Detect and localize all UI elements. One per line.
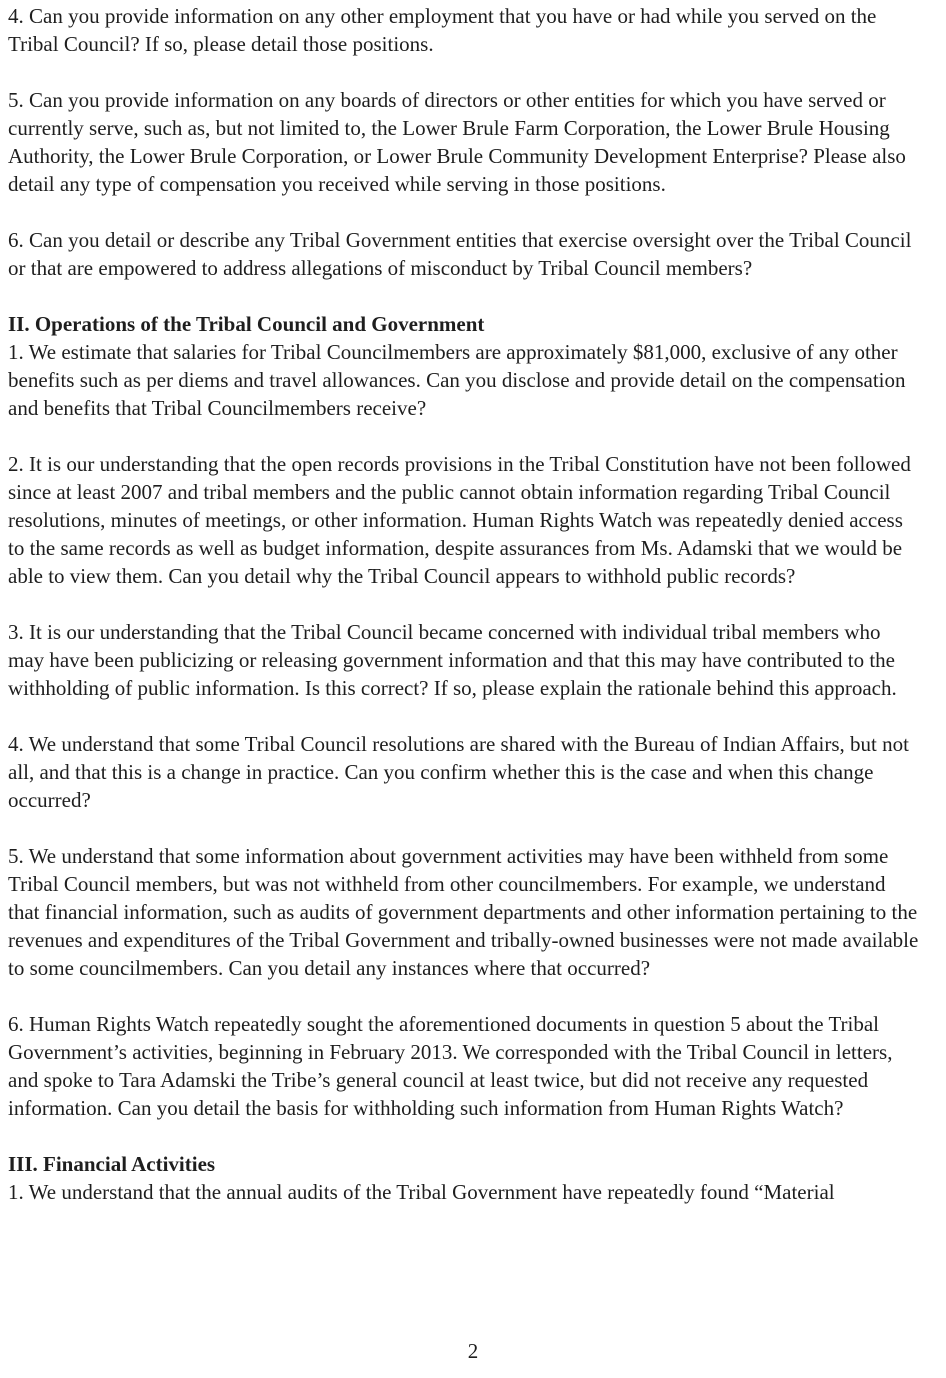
page-footer: [0, 1337, 946, 1365]
paragraph: 5. We understand that some information about government activities may have been withheld from some Tribal Council members, but was not withheld from other councilmembers. For example, we understand that financial information, such as audits of government departments and other information pertaining to the revenues and expenditures of the Tribal Government and tribally-owned businesses were not made available to some councilmembers. Can you detail any instances where that occurred?: [8, 844, 919, 980]
paragraph: 1. We understand that the annual audits of the Tribal Government have repeatedly found “Material: [8, 1180, 835, 1204]
paragraph: 4. We understand that some Tribal Council resolutions are shared with the Bureau of Indian Affairs, but not all, and that this is a change in practice. Can you confirm whether this is the case and when this change occurred?: [8, 732, 909, 812]
paragraph: 3. It is our understanding that the Tribal Council became concerned with individual tribal members who may have been publicizing or releasing government information and that this may have contributed to the withholding of public information. Is this correct? If so, please explain the rationale behind this approach.: [8, 620, 897, 700]
paragraph: 2. It is our understanding that the open records provisions in the Tribal Constitution have not been followed since at least 2007 and tribal members and the public cannot obtain information regarding Tribal Council resolutions, minutes of meetings, or other information. Human Rights Watch was repeatedly denied access to the same records as well as budget information, despite assurances from Ms. Adamski that we would be able to view them. Can you detail why the Tribal Council appears to withhold public records?: [8, 452, 911, 588]
paragraph: 4. Can you provide information on any other employment that you have or had while you served on the Tribal Council? If so, please detail those positions.: [8, 4, 877, 56]
section-heading: III. Financial Activities: [8, 1152, 216, 1176]
paragraph: 6. Human Rights Watch repeatedly sought the aforementioned documents in question 5 about the Tribal Government’s activities, beginning in February 2013. We corresponded with the Tribal Council in letters, and spoke to Tara Adamski the Tribe’s general council at least twice, but did not receive any requested information. Can you detail the basis for withholding such information from Human Rights Watch?: [8, 1012, 893, 1120]
section-heading: II. Operations of the Tribal Council and Government: [8, 312, 485, 336]
paragraph: 6. Can you detail or describe any Tribal Government entities that exercise oversight over the Tribal Council or that are empowered to address allegations of misconduct by Tribal Council members?: [8, 228, 912, 280]
document-body: [8, 2, 921, 1234]
paragraph: 5. Can you provide information on any boards of directors or other entities for which you have served or currently serve, such as, but not limited to, the Lower Brule Farm Corporation, the Lower Brule Housing Authority, the Lower Brule Corporation, or Lower Brule Community Development Enterprise? Please also detail any type of compensation you received while serving in those positions.: [8, 88, 906, 196]
page-number: 2: [467, 1339, 479, 1363]
paragraph: 1. We estimate that salaries for Tribal Councilmembers are approximately $81,000, exclusive of any other benefits such as per diems and travel allowances. Can you disclose and provide detail on the compensation and benefits that Tribal Councilmembers receive?: [8, 340, 906, 420]
